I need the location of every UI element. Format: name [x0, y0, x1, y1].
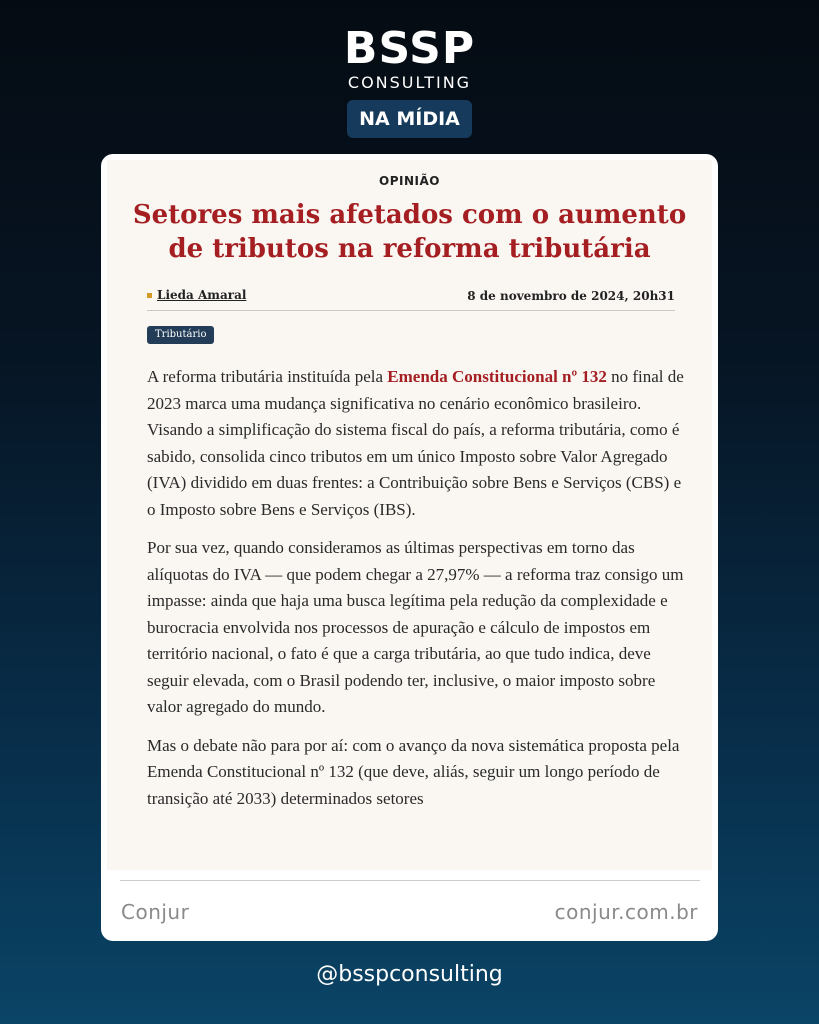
author-byline	[147, 288, 246, 302]
footer-divider	[120, 880, 700, 881]
article-card	[101, 154, 718, 941]
publish-date: 8 de novembro de 2024, 20h31	[467, 289, 675, 303]
author-name[interactable]: Lieda Amaral	[157, 288, 247, 302]
logo-wordmark: BSSP	[343, 23, 476, 74]
category-tag[interactable]: Tributário	[147, 326, 214, 344]
section-label: OPINIÃO	[379, 174, 440, 188]
paragraph-3: Mas o debate não para por aí: com o avanço da nova sistemática proposta pela Emenda Constitucional nº 132 (que deve, aliás, seguir um longo período de transição até 2033) determinados setores	[147, 735, 680, 808]
source-name: Conjur	[121, 900, 190, 924]
bssp-logo	[0, 23, 819, 92]
source-url: conjur.com.br	[554, 900, 698, 924]
article-clipping	[107, 160, 712, 870]
media-badge: NA MÍDIA	[347, 100, 472, 138]
article-body	[147, 364, 687, 824]
divider	[147, 310, 675, 311]
paragraph-2: Por sua vez, quando consideramos as últimas perspectivas em torno das alíquotas do IVA — que podem chegar a 27,97% — a reforma traz consigo um impasse: ainda que haja uma busca legítima pela redução da complexidade e burocracia envolvida nos processos de apuração e cálculo de impostos em território nacional, o fato é que a carga tributária, ao que tudo indica, deve seguir elevada, com o Brasil podendo ter, inclusive, o maior imposto sobre valor agregado do mundo.	[147, 538, 684, 716]
bullet-icon	[147, 293, 152, 298]
emphasis-link: Emenda Constitucional nº 132	[387, 367, 607, 386]
article-headline: Setores mais afetados com o aumento de tributos na reforma tributária	[132, 200, 687, 264]
social-handle: @bsspconsulting	[316, 962, 503, 987]
paragraph-1: A reforma tributária instituída pela Emenda Constitucional nº 132 no final de 2023 marca uma mudança significativa no cenário econômico brasileiro. Visando a simplificação do sistema fiscal do país, a reforma tributária, como é sabido, consolida cinco tributos em um único Imposto sobre Valor Agregado (IVA) dividido em duas frentes: a Contribuição sobre Bens e Serviços (CBS) e o Imposto sobre Bens e Serviços (IBS).	[147, 367, 684, 519]
logo-subtitle: CONSULTING	[347, 73, 472, 92]
